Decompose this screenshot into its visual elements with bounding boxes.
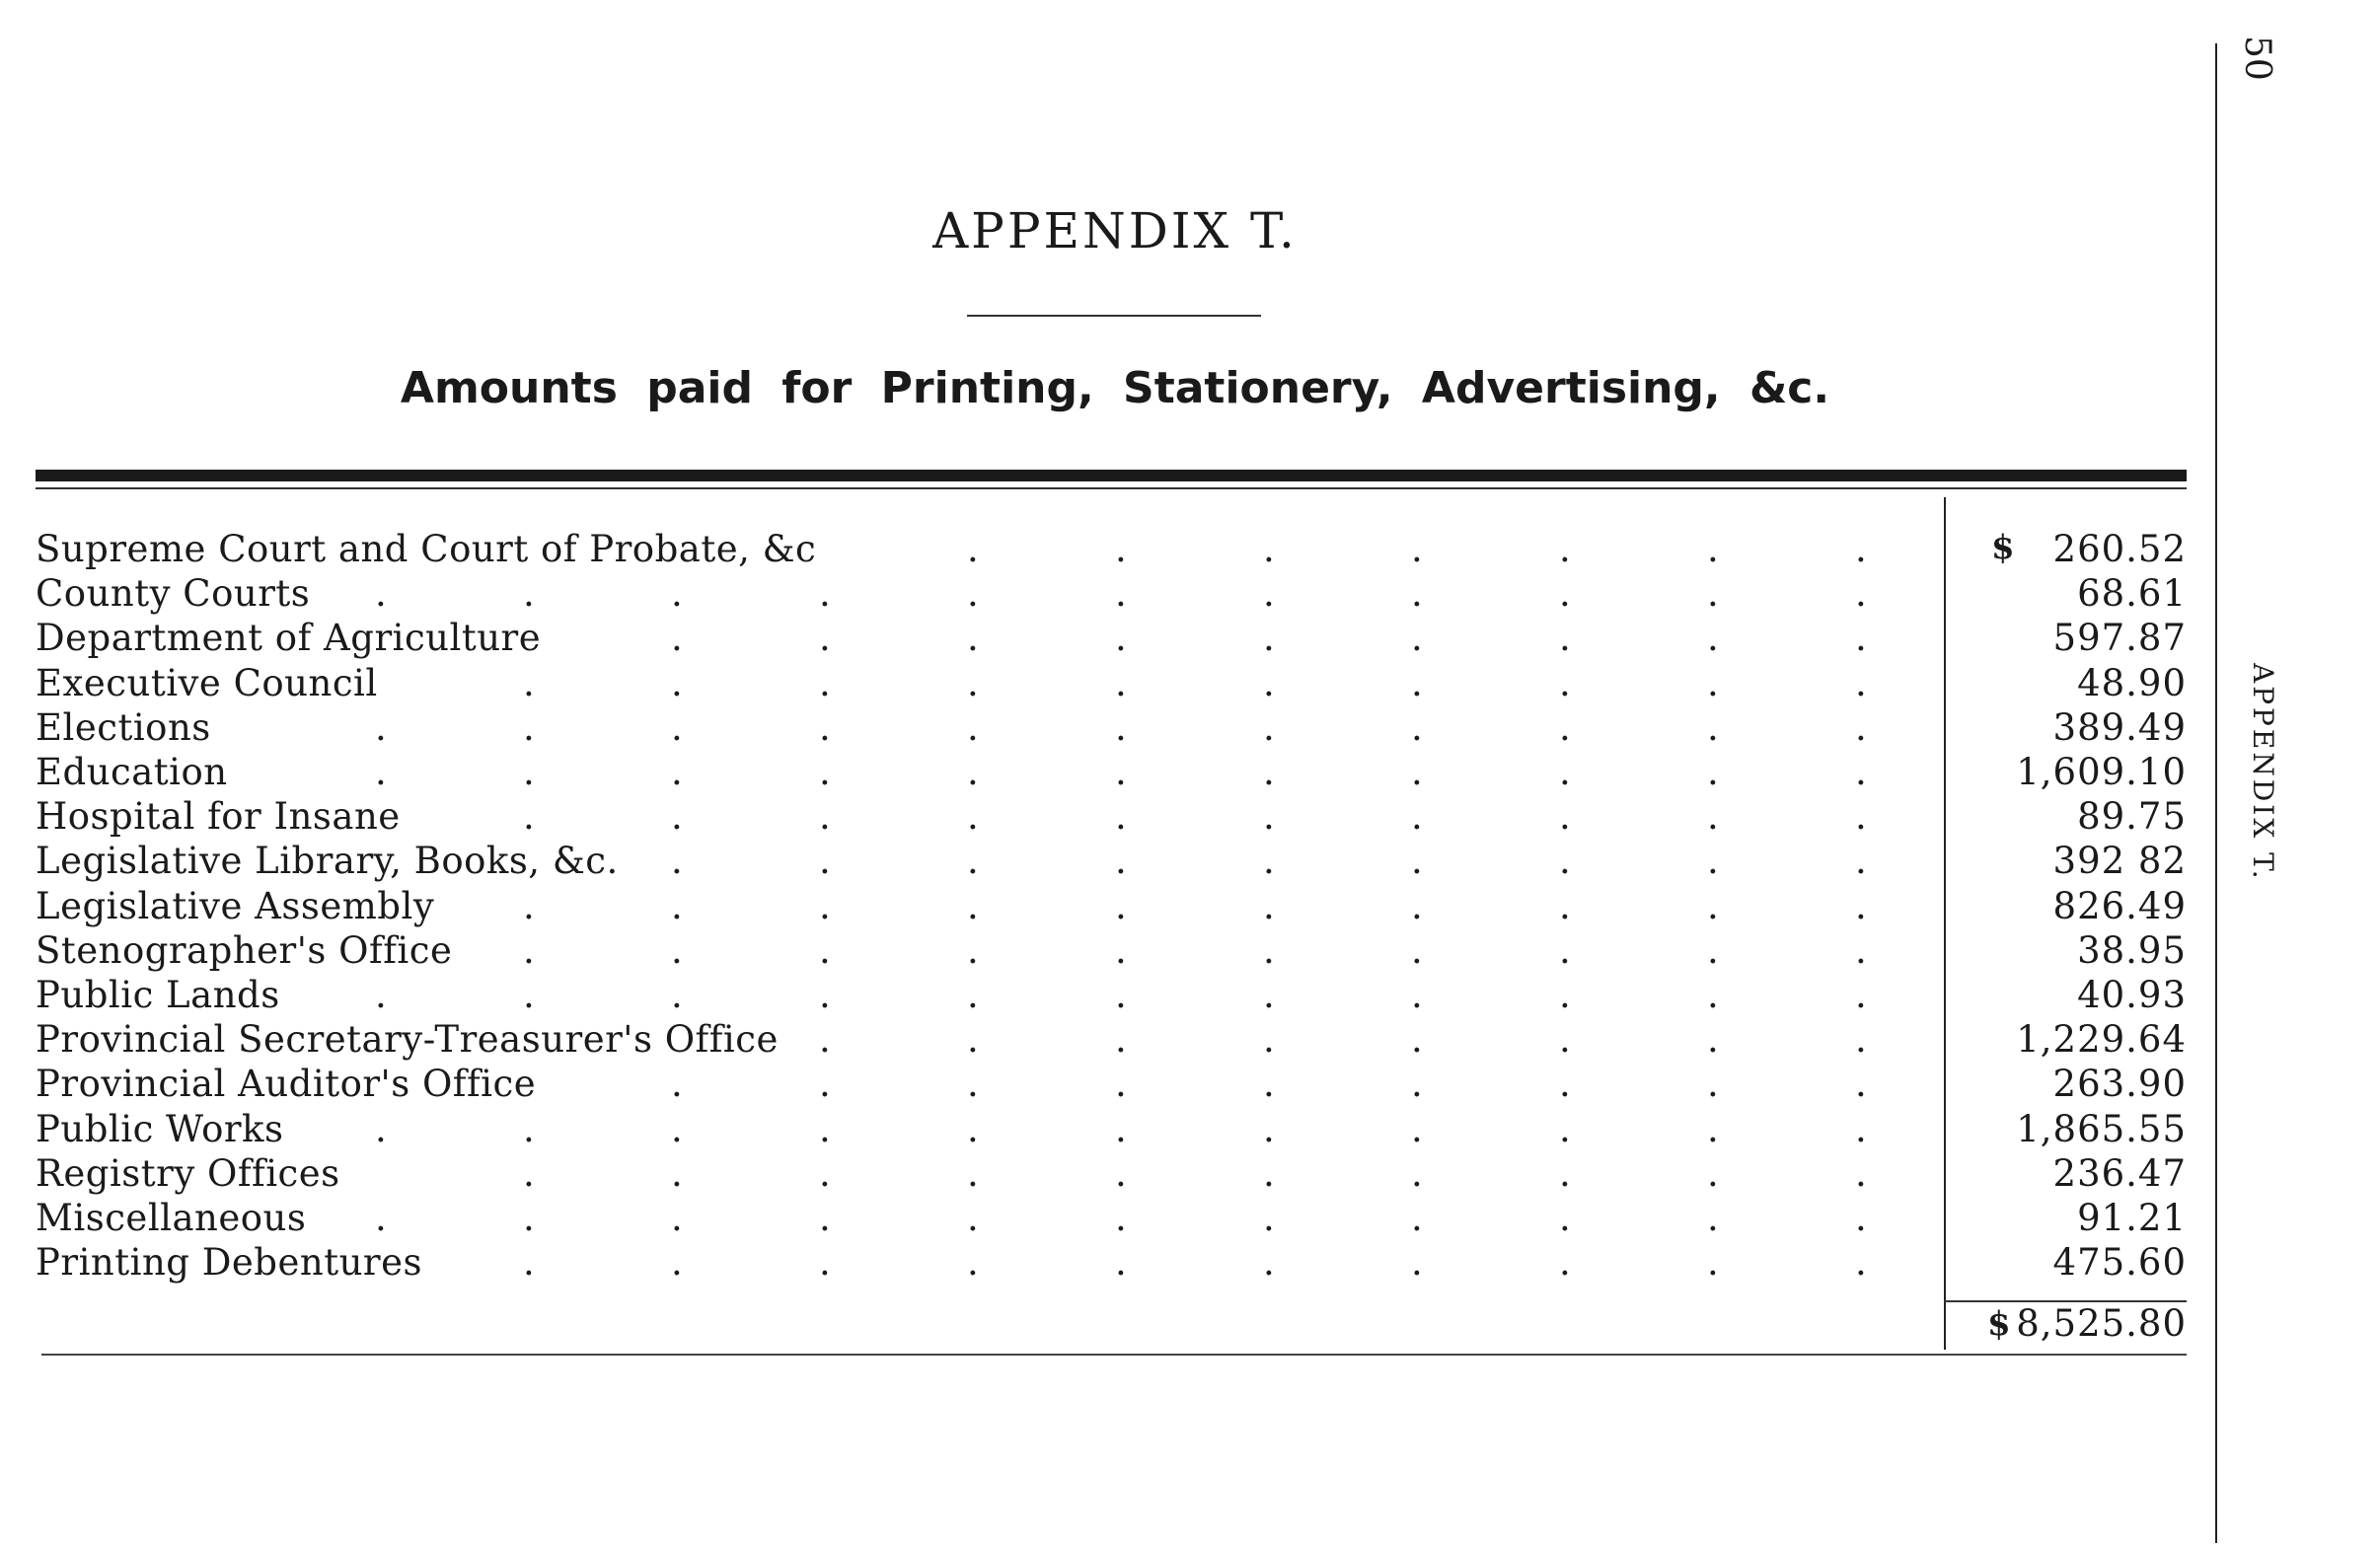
leader-dot: .: [1115, 840, 1127, 883]
leader-dot: .: [1115, 1063, 1127, 1106]
leader-dot: .: [1263, 1241, 1275, 1285]
leader-dot: .: [1855, 1151, 1867, 1195]
leader-dot: .: [967, 1241, 979, 1285]
leader-dot: .: [1855, 840, 1867, 883]
table-top-thick-rule: [36, 470, 2187, 481]
leader-dot: .: [819, 1241, 831, 1285]
leader-dot: .: [1115, 572, 1127, 616]
leader-dot: .: [1707, 572, 1719, 616]
row-amount: 40.93: [2077, 974, 2187, 1016]
leader-dot: .: [1559, 751, 1571, 793]
leader-dot: .: [1707, 751, 1719, 793]
leader-dot: .: [671, 1197, 683, 1239]
leader-dot: .: [967, 617, 979, 660]
leader-dot: .: [1263, 840, 1275, 883]
leader-dot: .: [1263, 928, 1275, 972]
leader-dot: .: [1115, 928, 1127, 972]
row-label: Department of Agriculture: [36, 617, 542, 660]
leader-dot: .: [819, 1197, 831, 1239]
leader-dot: .: [1411, 1107, 1423, 1150]
leader-dot: .: [1115, 528, 1127, 570]
currency-symbol: $: [1991, 528, 2015, 567]
leader-dot: .: [1263, 974, 1275, 1016]
leader-dot: .: [671, 572, 683, 616]
row-label: Legislative Library, Books, &c.: [36, 840, 619, 883]
table-row: [0, 974, 2187, 1018]
leader-dot: .: [819, 1063, 831, 1106]
leader-dot: .: [1115, 705, 1127, 749]
leader-dot: .: [523, 705, 535, 749]
leader-dot: .: [967, 661, 979, 704]
leader-dot: .: [1263, 705, 1275, 749]
leader-dot: .: [1263, 528, 1275, 570]
table-row: [0, 1197, 2187, 1241]
leader-dot: .: [819, 705, 831, 749]
row-label: Printing Debentures: [36, 1241, 422, 1285]
leader-dot: .: [1115, 661, 1127, 704]
leader-dot: .: [671, 795, 683, 839]
leader-dot: .: [967, 1107, 979, 1150]
leader-dot: .: [523, 661, 535, 704]
row-amount: 38.95: [2077, 928, 2187, 972]
page-title: APPENDIX T.: [932, 202, 1298, 259]
leader-dot: .: [375, 572, 387, 616]
leader-dot: .: [819, 617, 831, 660]
leader-dot: .: [1855, 705, 1867, 749]
leader-dot: .: [1707, 884, 1719, 927]
leader-dot: .: [819, 795, 831, 839]
leader-dot: .: [1411, 1197, 1423, 1239]
leader-dot: .: [819, 661, 831, 704]
leader-dot: .: [1263, 1151, 1275, 1195]
leader-dot: .: [967, 928, 979, 972]
leader-dot: .: [1411, 572, 1423, 616]
leader-dot: .: [1411, 705, 1423, 749]
row-amount: 260.52: [2052, 528, 2187, 570]
leader-dot: .: [967, 705, 979, 749]
row-label: Legislative Assembly: [36, 884, 435, 927]
leader-dot: .: [967, 1197, 979, 1239]
row-amount: 68.61: [2077, 572, 2187, 616]
leader-dot: .: [1559, 974, 1571, 1016]
leader-dot: .: [671, 884, 683, 927]
leader-dot: .: [375, 705, 387, 749]
leader-dot: .: [1263, 617, 1275, 660]
row-label: Public Lands: [36, 974, 280, 1016]
page-number: 50: [2237, 36, 2277, 81]
leader-dot: .: [819, 884, 831, 927]
leader-dot: .: [1263, 1018, 1275, 1062]
leader-dot: .: [1115, 617, 1127, 660]
leader-dot: .: [1707, 528, 1719, 570]
leader-dot: .: [1855, 751, 1867, 793]
leader-dot: .: [819, 751, 831, 793]
leader-dot: .: [1559, 1107, 1571, 1150]
leader-dot: .: [1411, 974, 1423, 1016]
row-amount: 263.90: [2052, 1063, 2187, 1106]
leader-dot: .: [1707, 617, 1719, 660]
leader-dot: .: [523, 1197, 535, 1239]
leader-dot: .: [967, 1063, 979, 1106]
table-row: [0, 1152, 2187, 1197]
row-amount: 89.75: [2077, 795, 2187, 839]
running-title: APPENDIX T.: [2247, 663, 2279, 882]
leader-dot: .: [1707, 928, 1719, 972]
row-amount: 475.60: [2052, 1241, 2187, 1285]
row-label: Miscellaneous: [36, 1197, 307, 1239]
leader-dot: .: [671, 1107, 683, 1150]
leader-dot: .: [967, 840, 979, 883]
table-row: [0, 1241, 2187, 1286]
leader-dot: .: [1855, 884, 1867, 927]
leader-dot: .: [1411, 1151, 1423, 1195]
table-row: [0, 662, 2187, 706]
leader-dot: .: [1263, 572, 1275, 616]
row-amount: 392 82: [2052, 840, 2187, 883]
leader-dot: .: [671, 617, 683, 660]
leader-dot: .: [523, 928, 535, 972]
row-label: Provincial Secretary-Treasurer's Office: [36, 1018, 779, 1062]
leader-dot: .: [1263, 1197, 1275, 1239]
leader-dot: .: [1707, 1107, 1719, 1150]
leader-dot: .: [671, 661, 683, 704]
leader-dot: .: [819, 1107, 831, 1150]
leader-dot: .: [1707, 1063, 1719, 1106]
row-amount: 597.87: [2052, 617, 2187, 660]
leader-dot: .: [1115, 1241, 1127, 1285]
leader-dot: .: [1115, 1197, 1127, 1239]
row-label: Executive Council: [36, 661, 378, 704]
leader-dot: .: [967, 974, 979, 1016]
leader-dot: .: [1707, 1018, 1719, 1062]
leader-dot: .: [1115, 884, 1127, 927]
row-label: Supreme Court and Court of Probate, &c: [36, 528, 817, 570]
row-label: Education: [36, 751, 228, 793]
leader-dot: .: [671, 751, 683, 793]
row-label: Public Works: [36, 1107, 284, 1150]
table-row: [0, 885, 2187, 929]
leader-dot: .: [967, 1018, 979, 1062]
row-label: Elections: [36, 705, 211, 749]
leader-dot: .: [523, 1151, 535, 1195]
leader-dot: .: [1115, 1107, 1127, 1150]
leader-dot: .: [1855, 974, 1867, 1016]
leader-dot: .: [1263, 1063, 1275, 1106]
leader-dot: .: [1707, 974, 1719, 1016]
table-row: [0, 840, 2187, 884]
leader-dot: .: [967, 572, 979, 616]
leader-dot: .: [523, 795, 535, 839]
leader-dot: .: [819, 1151, 831, 1195]
leader-dot: .: [1855, 1107, 1867, 1150]
leader-dot: .: [1559, 1197, 1571, 1239]
table-row: [0, 706, 2187, 751]
leader-dot: .: [1559, 572, 1571, 616]
leader-dot: .: [1411, 1063, 1423, 1106]
leader-dot: .: [671, 928, 683, 972]
row-amount: 48.90: [2077, 661, 2187, 704]
leader-dot: .: [1855, 1018, 1867, 1062]
leader-dot: .: [1411, 795, 1423, 839]
leader-dot: .: [1411, 1018, 1423, 1062]
leader-dot: .: [523, 974, 535, 1016]
leader-dot: .: [1115, 1151, 1127, 1195]
table-row: [0, 572, 2187, 617]
table-top-thin-rule: [36, 487, 2187, 489]
leader-dot: .: [671, 1241, 683, 1285]
leader-dot: .: [1411, 617, 1423, 660]
row-label: Stenographer's Office: [36, 928, 453, 972]
leader-dot: .: [671, 1151, 683, 1195]
leader-dot: .: [1559, 795, 1571, 839]
leader-dot: .: [1559, 1018, 1571, 1062]
row-amount: 1,229.64: [2016, 1018, 2187, 1062]
leader-dot: .: [967, 884, 979, 927]
leader-dot: .: [1707, 1151, 1719, 1195]
leader-dot: .: [1559, 840, 1571, 883]
row-amount: 389.49: [2052, 705, 2187, 749]
row-amount: 236.47: [2052, 1151, 2187, 1195]
leader-dot: .: [375, 974, 387, 1016]
row-amount: 1,865.55: [2016, 1107, 2187, 1150]
leader-dot: .: [671, 974, 683, 1016]
title-underline: [967, 315, 1261, 317]
leader-dot: .: [1559, 928, 1571, 972]
leader-dot: .: [375, 1107, 387, 1150]
leader-dot: .: [1855, 1241, 1867, 1285]
leader-dot: .: [1263, 751, 1275, 793]
leader-dot: .: [1411, 528, 1423, 570]
page-subtitle: Amounts paid for Printing, Stationery, Advertising, &c.: [400, 363, 1830, 413]
leader-dot: .: [1115, 1018, 1127, 1062]
leader-dot: .: [375, 1197, 387, 1239]
leader-dot: .: [819, 840, 831, 883]
leader-dot: .: [1707, 795, 1719, 839]
leader-dot: .: [671, 840, 683, 883]
row-label: Provincial Auditor's Office: [36, 1063, 537, 1106]
table-row: [0, 1108, 2187, 1152]
leader-dot: .: [1559, 1063, 1571, 1106]
table-row: [0, 1063, 2187, 1107]
leader-dot: .: [1855, 1063, 1867, 1106]
leader-dot: .: [1855, 928, 1867, 972]
leader-dot: .: [1263, 1107, 1275, 1150]
leader-dot: .: [1559, 1241, 1571, 1285]
leader-dot: .: [1707, 661, 1719, 704]
leader-dot: .: [1707, 705, 1719, 749]
leader-dot: .: [819, 928, 831, 972]
leader-dot: .: [819, 974, 831, 1016]
leader-dot: .: [523, 751, 535, 793]
leader-dot: .: [1559, 705, 1571, 749]
margin-rule: [2215, 43, 2217, 1543]
leader-dot: .: [1855, 617, 1867, 660]
leader-dot: .: [1411, 928, 1423, 972]
leader-dot: .: [819, 1018, 831, 1062]
leader-dot: .: [1411, 884, 1423, 927]
leader-dot: .: [1855, 795, 1867, 839]
table-bottom-rule: [41, 1354, 2187, 1356]
leader-dot: .: [375, 751, 387, 793]
total-currency-symbol: $: [1987, 1304, 2011, 1344]
leader-dot: .: [1707, 840, 1719, 883]
leader-dot: .: [523, 572, 535, 616]
leader-dot: .: [523, 884, 535, 927]
table-row: [0, 528, 2187, 572]
leader-dot: .: [671, 1063, 683, 1106]
leader-dot: .: [1411, 840, 1423, 883]
leader-dot: .: [1707, 1197, 1719, 1239]
leader-dot: .: [1263, 661, 1275, 704]
leader-dot: .: [1115, 974, 1127, 1016]
leader-dot: .: [523, 1107, 535, 1150]
leader-dot: .: [1855, 1197, 1867, 1239]
row-label: Hospital for Insane: [36, 795, 401, 839]
leader-dot: .: [1559, 884, 1571, 927]
table-row: [0, 751, 2187, 795]
table-row: [0, 1018, 2187, 1063]
leader-dot: .: [967, 1151, 979, 1195]
leader-dot: .: [967, 795, 979, 839]
row-amount: 826.49: [2052, 884, 2187, 927]
leader-dot: .: [1115, 795, 1127, 839]
row-amount: 1,609.10: [2016, 751, 2187, 793]
table-row: [0, 795, 2187, 840]
leader-dot: .: [1411, 1241, 1423, 1285]
leader-dot: .: [1411, 751, 1423, 793]
leader-dot: .: [967, 528, 979, 570]
leader-dot: .: [1855, 572, 1867, 616]
leader-dot: .: [671, 705, 683, 749]
leader-dot: .: [1559, 661, 1571, 704]
table-row: [0, 929, 2187, 974]
leader-dot: .: [967, 751, 979, 793]
leader-dot: .: [1707, 1241, 1719, 1285]
leader-dot: .: [523, 1241, 535, 1285]
leader-dot: .: [1855, 528, 1867, 570]
leader-dot: .: [1855, 661, 1867, 704]
row-label: County Courts: [36, 572, 311, 616]
leader-dot: .: [1559, 1151, 1571, 1195]
leader-dot: .: [1263, 884, 1275, 927]
leader-dot: .: [1115, 751, 1127, 793]
row-amount: 91.21: [2077, 1197, 2187, 1239]
leader-dot: .: [1559, 617, 1571, 660]
total-amount: 8,525.80: [2016, 1302, 2187, 1345]
row-label: Registry Offices: [36, 1151, 340, 1195]
leader-dot: .: [1263, 795, 1275, 839]
leader-dot: .: [1559, 528, 1571, 570]
leader-dot: .: [819, 572, 831, 616]
table-row: [0, 617, 2187, 661]
leader-dot: .: [1411, 661, 1423, 704]
